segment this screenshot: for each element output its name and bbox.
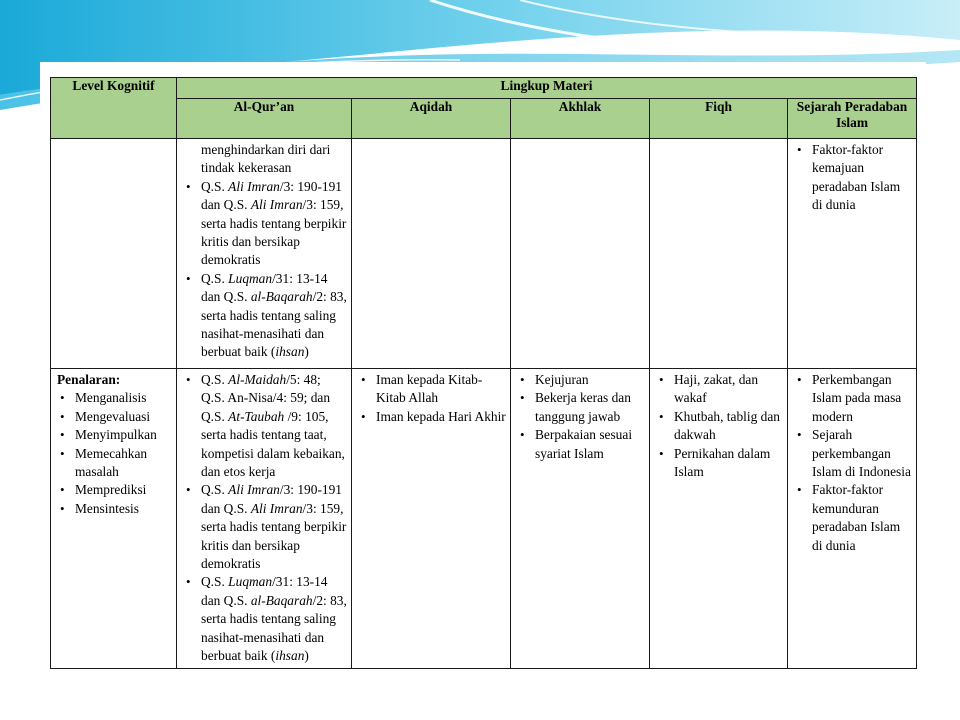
list-item: • Mengevaluasi bbox=[57, 408, 172, 426]
sejarah-list bbox=[794, 141, 912, 215]
table-row bbox=[51, 139, 917, 369]
akhlak-list bbox=[517, 371, 645, 463]
header-col-akhlak: Akhlak bbox=[511, 99, 650, 139]
list-item: • Q.S. Al-Maidah/5: 48; Q.S. An-Nisa/4: 59; dan Q.S. At-Taubah /9: 105, serta hadis tentang taat, kompetisi dalam kebaikan, dan etos kerja bbox=[183, 371, 347, 481]
header-col-quran: Al-Qur’an bbox=[177, 99, 352, 139]
list-item: • Perkembangan Islam pada masa modern bbox=[794, 371, 912, 426]
header-col-sejarah: Sejarah Peradaban Islam bbox=[788, 99, 917, 139]
level-list bbox=[57, 389, 172, 518]
list-item: • Bekerja keras dan tanggung jawab bbox=[517, 389, 645, 426]
list-item: • Q.S. Ali Imran/3: 190-191 dan Q.S. Ali Imran/3: 159, serta hadis tentang berpikir kritis dan bersikap demokratis bbox=[183, 481, 347, 573]
header-lingkup-materi: Lingkup Materi bbox=[177, 78, 917, 99]
list-item: • Memecahkan masalah bbox=[57, 445, 172, 482]
list-item: • Faktor-faktor kemunduran peradaban Islam di dunia bbox=[794, 481, 912, 555]
materials-table bbox=[50, 77, 917, 669]
list-item: • Q.S. Ali Imran/3: 190-191 dan Q.S. Ali Imran/3: 159, serta hadis tentang berpikir kritis dan bersikap demokratis bbox=[183, 178, 347, 270]
list-item: • Iman kepada Hari Akhir bbox=[358, 408, 506, 426]
cell-level bbox=[51, 369, 177, 669]
cell-aqidah bbox=[352, 139, 511, 369]
cell-quran bbox=[177, 139, 352, 369]
list-item: • Khutbah, tablig dan dakwah bbox=[656, 408, 783, 445]
list-item: • Pernikahan dalam Islam bbox=[656, 445, 783, 482]
sejarah-list bbox=[794, 371, 912, 555]
list-item: • Berpakaian sesuai syariat Islam bbox=[517, 426, 645, 463]
list-item: • Kejujuran bbox=[517, 371, 645, 389]
quran-list bbox=[183, 178, 347, 362]
cell-fiqh bbox=[650, 369, 788, 669]
cell-sejarah bbox=[788, 369, 917, 669]
list-item: • Haji, zakat, dan wakaf bbox=[656, 371, 783, 408]
cell-akhlak bbox=[511, 139, 650, 369]
list-item: • Menganalisis bbox=[57, 389, 172, 407]
cell-fiqh bbox=[650, 139, 788, 369]
aqidah-list bbox=[358, 371, 506, 426]
header-col-fiqh: Fiqh bbox=[650, 99, 788, 139]
list-item: • Q.S. Luqman/31: 13-14 dan Q.S. al-Baqarah/2: 83, serta hadis tentang saling nasihat-menasihati dan berbuat baik (ihsan) bbox=[183, 270, 347, 362]
list-item: • Menyimpulkan bbox=[57, 426, 172, 444]
header-level-kognitif: Level Kognitif bbox=[51, 78, 177, 139]
quran-list bbox=[183, 371, 347, 666]
list-item: • Iman kepada Kitab-Kitab Allah bbox=[358, 371, 506, 408]
list-item: • Faktor-faktor kemajuan peradaban Islam di dunia bbox=[794, 141, 912, 215]
list-item: • Sejarah perkembangan Islam di Indonesia bbox=[794, 426, 912, 481]
list-item: • Mensintesis bbox=[57, 500, 172, 518]
quran-continuation-text: menghindarkan diri dari tindak kekerasan bbox=[201, 142, 331, 176]
cell-level bbox=[51, 139, 177, 369]
list-item: • Memprediksi bbox=[57, 481, 172, 499]
cell-aqidah bbox=[352, 369, 511, 669]
fiqh-list bbox=[656, 371, 783, 481]
table-row bbox=[51, 369, 917, 669]
header-col-aqidah: Aqidah bbox=[352, 99, 511, 139]
cell-akhlak bbox=[511, 369, 650, 669]
level-title: Penalaran: bbox=[57, 372, 121, 387]
cell-quran bbox=[177, 369, 352, 669]
list-item: • Q.S. Luqman/31: 13-14 dan Q.S. al-Baqarah/2: 83, serta hadis tentang saling nasihat-menasihati dan berbuat baik (ihsan) bbox=[183, 573, 347, 665]
cell-sejarah bbox=[788, 139, 917, 369]
